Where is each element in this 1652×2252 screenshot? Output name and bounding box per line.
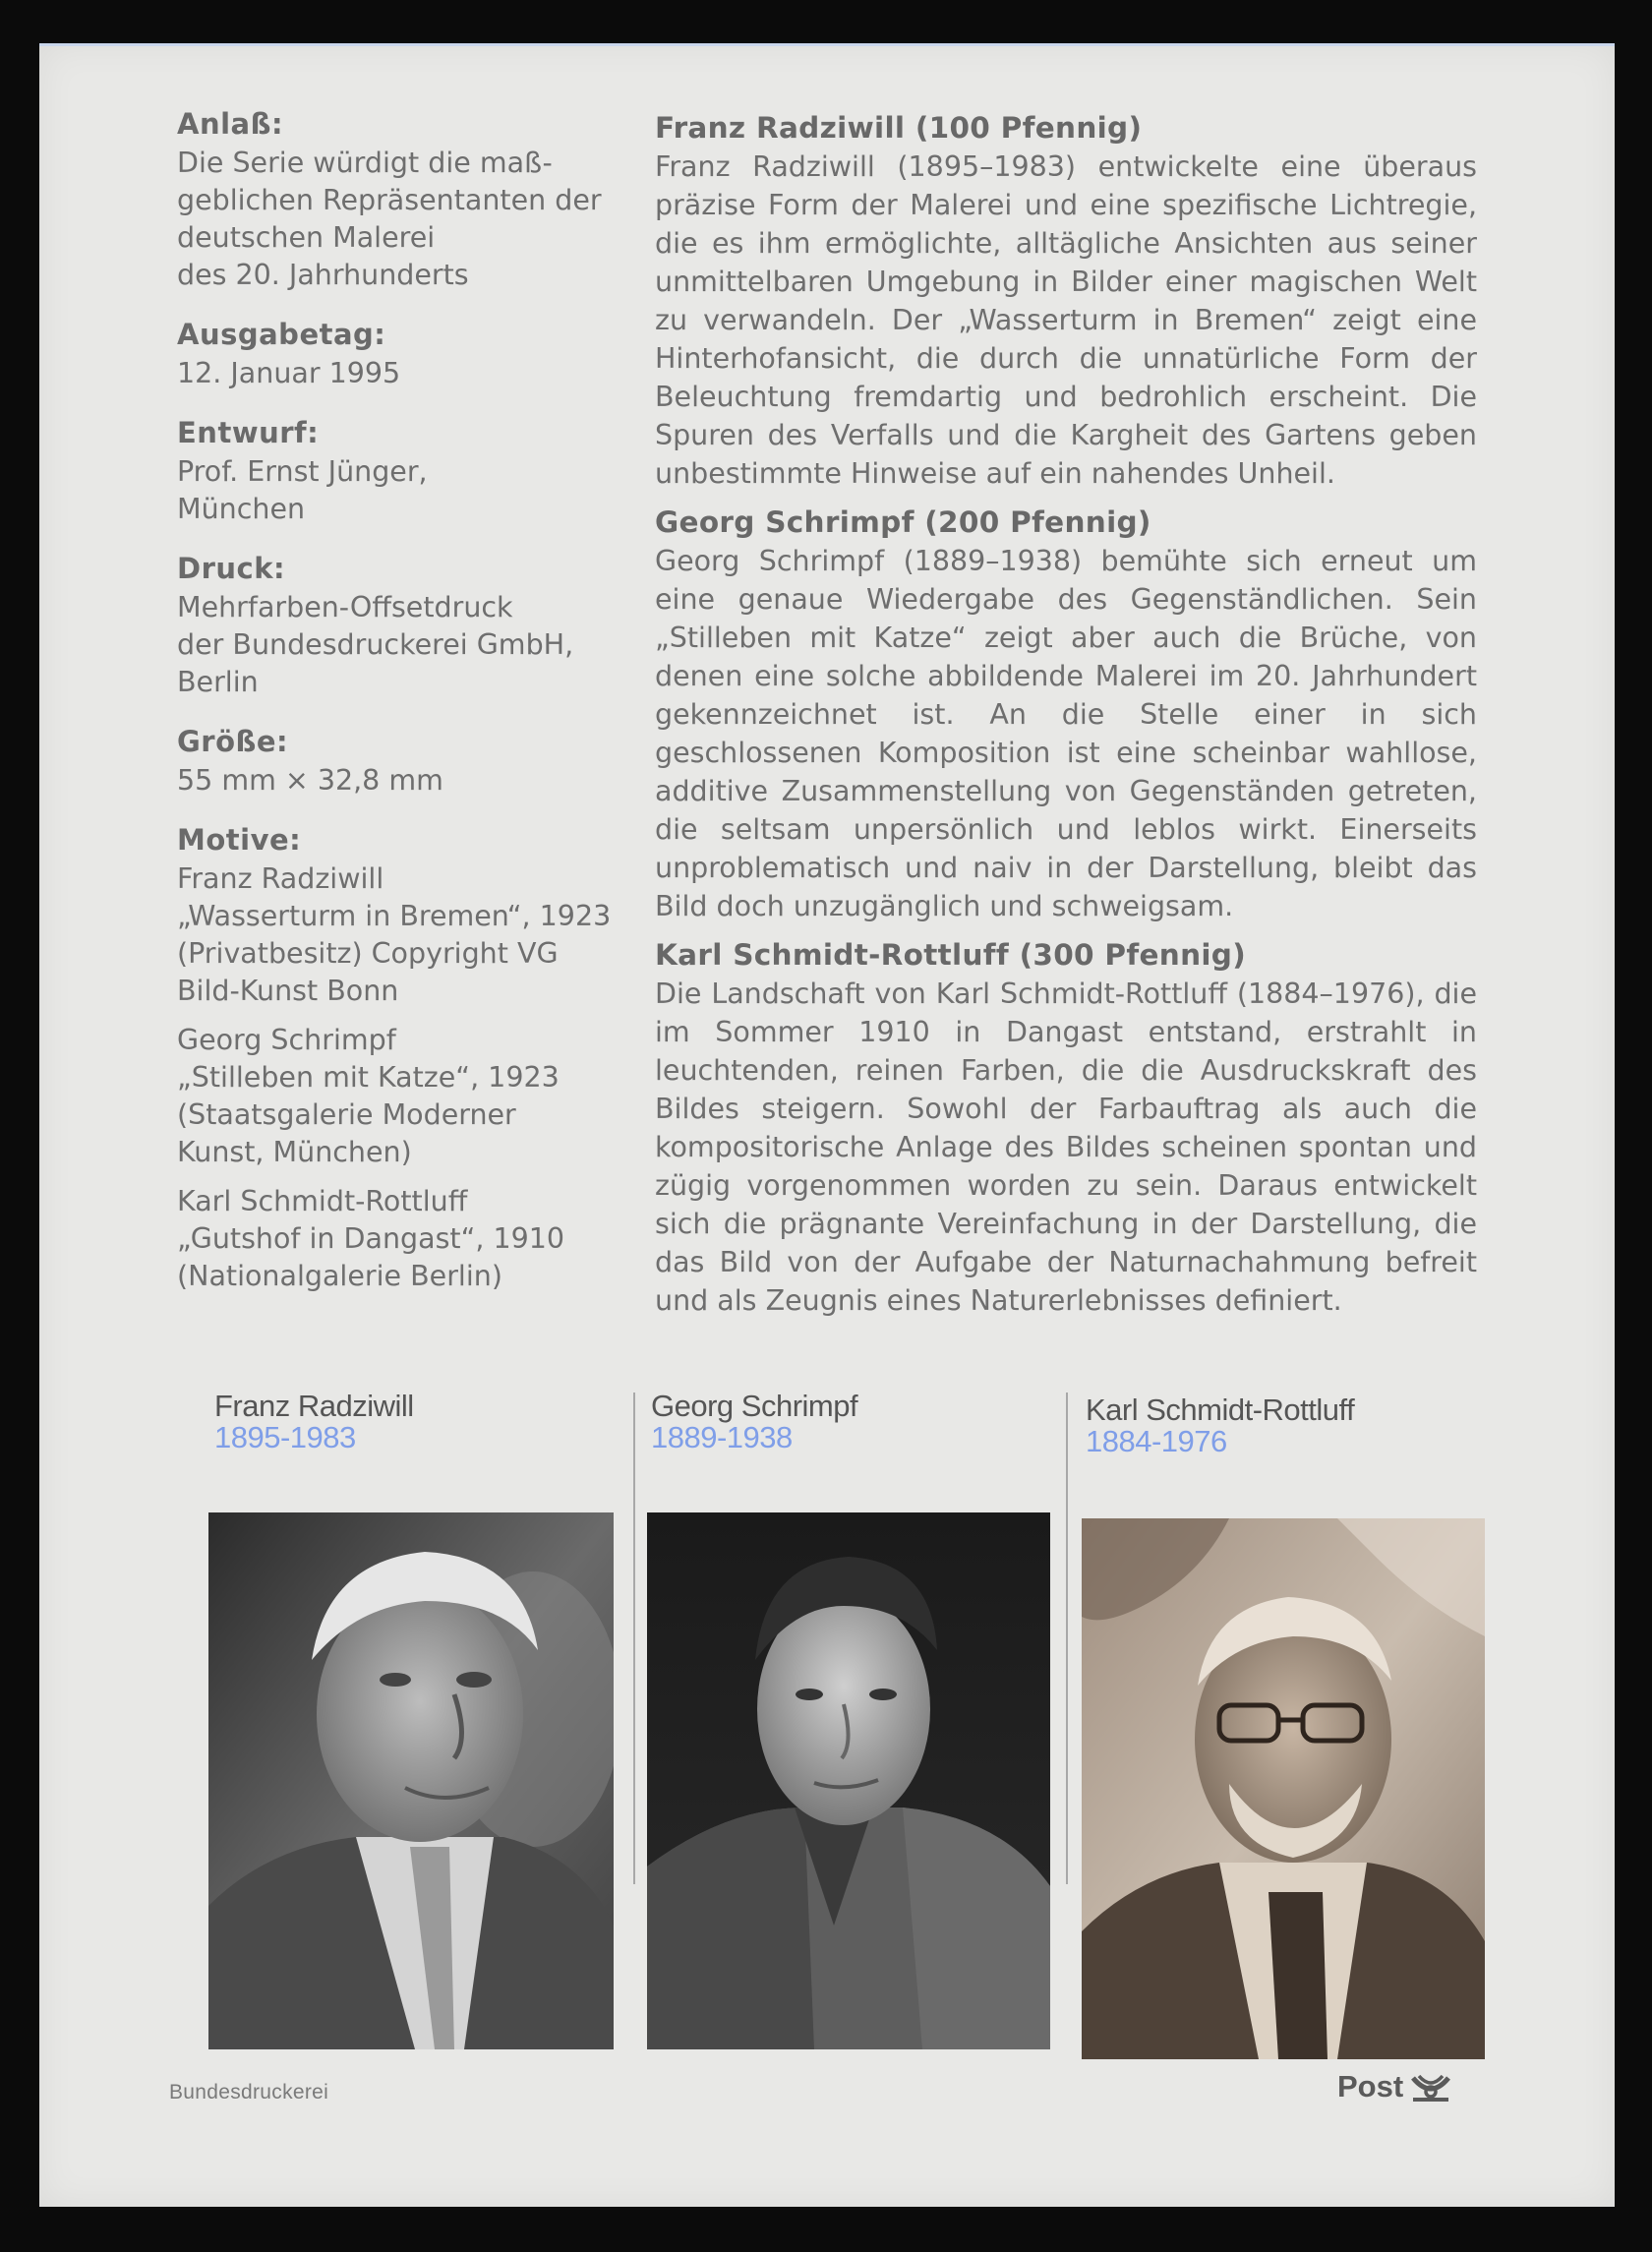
post-wordmark: Post xyxy=(1337,2069,1404,2104)
column-divider xyxy=(633,1393,635,1884)
section-radziwill xyxy=(655,108,1477,493)
ausgabetag-block xyxy=(177,316,669,392)
motiv-line: Bild-Kunst Bonn xyxy=(177,975,399,1007)
portrait-caption-schrimpf xyxy=(651,1391,857,1453)
motiv-schrimpf xyxy=(177,1022,669,1171)
groesse-block xyxy=(177,723,669,800)
anlass-label: Anlaß: xyxy=(177,107,284,141)
section-title: Karl Schmidt-Rottluff (300 Pfennig) xyxy=(655,938,1246,972)
anlass-line: geblichen Repräsentanten der xyxy=(177,184,602,216)
portraits-row xyxy=(171,1391,1489,2079)
artist-descriptions-column xyxy=(655,108,1477,1330)
portrait-years: 1895-1983 xyxy=(214,1420,356,1454)
entwurf-line: Prof. Ernst Jünger, xyxy=(177,455,428,488)
motive-block xyxy=(177,821,669,1295)
anlass-line: des 20. Jahrhunderts xyxy=(177,259,469,291)
sheet-top-edge xyxy=(39,43,1615,46)
posthorn-icon xyxy=(1409,2070,1452,2104)
ausgabetag-label: Ausgabetag: xyxy=(177,318,386,351)
druck-block xyxy=(177,550,669,701)
motiv-line: (Staatsgalerie Moderner xyxy=(177,1098,516,1131)
portrait-photo-schmidt-rottluff xyxy=(1082,1518,1485,2059)
motiv-line: „Gutshof in Dangast“, 1910 xyxy=(177,1222,565,1255)
portrait-name: Franz Radziwill xyxy=(214,1389,414,1423)
motiv-line: Kunst, München) xyxy=(177,1136,412,1168)
motiv-radziwill xyxy=(177,860,669,1010)
section-schmidt-rottluff xyxy=(655,935,1477,1320)
groesse-value: 55 mm × 32,8 mm xyxy=(177,764,443,797)
section-text: Georg Schrimpf (1889–1938) bemühte sich erneut um eine genaue Wiedergabe des Gegenständlichen. Sein „Stilleben mit Katze“ zeigt aber auch die Brüche, von denen eine solche abbildende Malerei im 20. Jahrhundert gekennzeichnet ist. An die Stelle einer in sich geschlossenen Komposition ist eine scheinbar wahllose, additive Zusammenstellung von Gegenständen getreten, die seltsam unpersönlich und leblos wirkt. Einerseits unproblematisch und naiv in der Darstellung, bleibt das Bild doch unzugänglich und schweigsam. xyxy=(655,545,1477,922)
portrait-years: 1884-1976 xyxy=(1086,1424,1227,1458)
portrait-years: 1889-1938 xyxy=(651,1420,793,1454)
motiv-schmidt-rottluff xyxy=(177,1183,669,1295)
printer-credit: Bundesdruckerei xyxy=(169,2081,329,2104)
portrait-caption-radziwill xyxy=(214,1391,414,1453)
entwurf-label: Entwurf: xyxy=(177,416,320,449)
motiv-line: „Stilleben mit Katze“, 1923 xyxy=(177,1061,560,1094)
anlass-block xyxy=(177,105,669,294)
info-sheet xyxy=(39,43,1615,2207)
section-text: Franz Radziwill (1895–1983) entwickelte eine überaus präzise Form der Malerei und eine spezifische Lichtregie, die es ihm ermöglichte, alltägliche Ansichten aus seiner unmittelbaren Umgebung in Bilder einer magischen Welt zu verwandeln. Der „Wasserturm in Bremen“ zeigt eine Hinterhofansicht, die durch die unnatürliche Form der Beleuchtung fremdartig und bedrohlich erscheint. Die Spuren des Verfalls und die Kargheit des Gartens geben unbestimmte Hinweise auf ein nahendes Unheil. xyxy=(655,150,1477,490)
druck-label: Druck: xyxy=(177,552,286,585)
motive-label: Motive: xyxy=(177,823,302,857)
anlass-line: deutschen Malerei xyxy=(177,221,436,254)
section-title: Georg Schrimpf (200 Pfennig) xyxy=(655,505,1151,539)
portrait-name: Georg Schrimpf xyxy=(651,1389,858,1423)
section-title: Franz Radziwill (100 Pfennig) xyxy=(655,111,1143,145)
stamp-facts-column xyxy=(177,105,669,1317)
post-logo xyxy=(1337,2069,1452,2104)
druck-line: der Bundesdruckerei GmbH, xyxy=(177,628,574,661)
portrait-photo-radziwill xyxy=(208,1512,614,2049)
motiv-line: Franz Radziwill xyxy=(177,862,384,895)
motiv-line: Karl Schmidt-Rottluff xyxy=(177,1185,468,1217)
portrait-name: Karl Schmidt-Rottluff xyxy=(1086,1393,1355,1427)
section-text: Die Landschaft von Karl Schmidt-Rottluff (1884–1976), die im Sommer 1910 in Dangast entstand, erstrahlt in leuchtenden, reinen Farben, die die Ausdruckskraft des Bildes steigern. Sowohl der Farbauftrag als auch die kompositorische Anlage des Bildes scheinen spontan und zügig vorgenommen worden zu sein. Daraus entwickelt sich die prägnante Vereinfachung in der Darstellung, die das Bild von der Aufgabe der Naturnachahmung befreit und als Zeugnis eines Naturerlebnisses definiert. xyxy=(655,978,1477,1317)
groesse-label: Größe: xyxy=(177,725,289,758)
entwurf-block xyxy=(177,414,669,528)
druck-line: Mehrfarben-Offsetdruck xyxy=(177,591,513,623)
motiv-line: (Privatbesitz) Copyright VG xyxy=(177,937,559,970)
ausgabetag-value: 12. Januar 1995 xyxy=(177,357,401,389)
anlass-line: Die Serie würdigt die maß- xyxy=(177,147,553,179)
motiv-line: (Nationalgalerie Berlin) xyxy=(177,1260,502,1292)
entwurf-line: München xyxy=(177,493,306,525)
column-divider xyxy=(1066,1393,1068,1884)
portrait-caption-schmidt-rottluff xyxy=(1086,1394,1354,1457)
motiv-line: „Wasserturm in Bremen“, 1923 xyxy=(177,900,612,932)
druck-line: Berlin xyxy=(177,666,259,698)
motiv-line: Georg Schrimpf xyxy=(177,1024,396,1056)
portrait-photo-schrimpf xyxy=(647,1512,1050,2049)
section-schrimpf xyxy=(655,503,1477,925)
